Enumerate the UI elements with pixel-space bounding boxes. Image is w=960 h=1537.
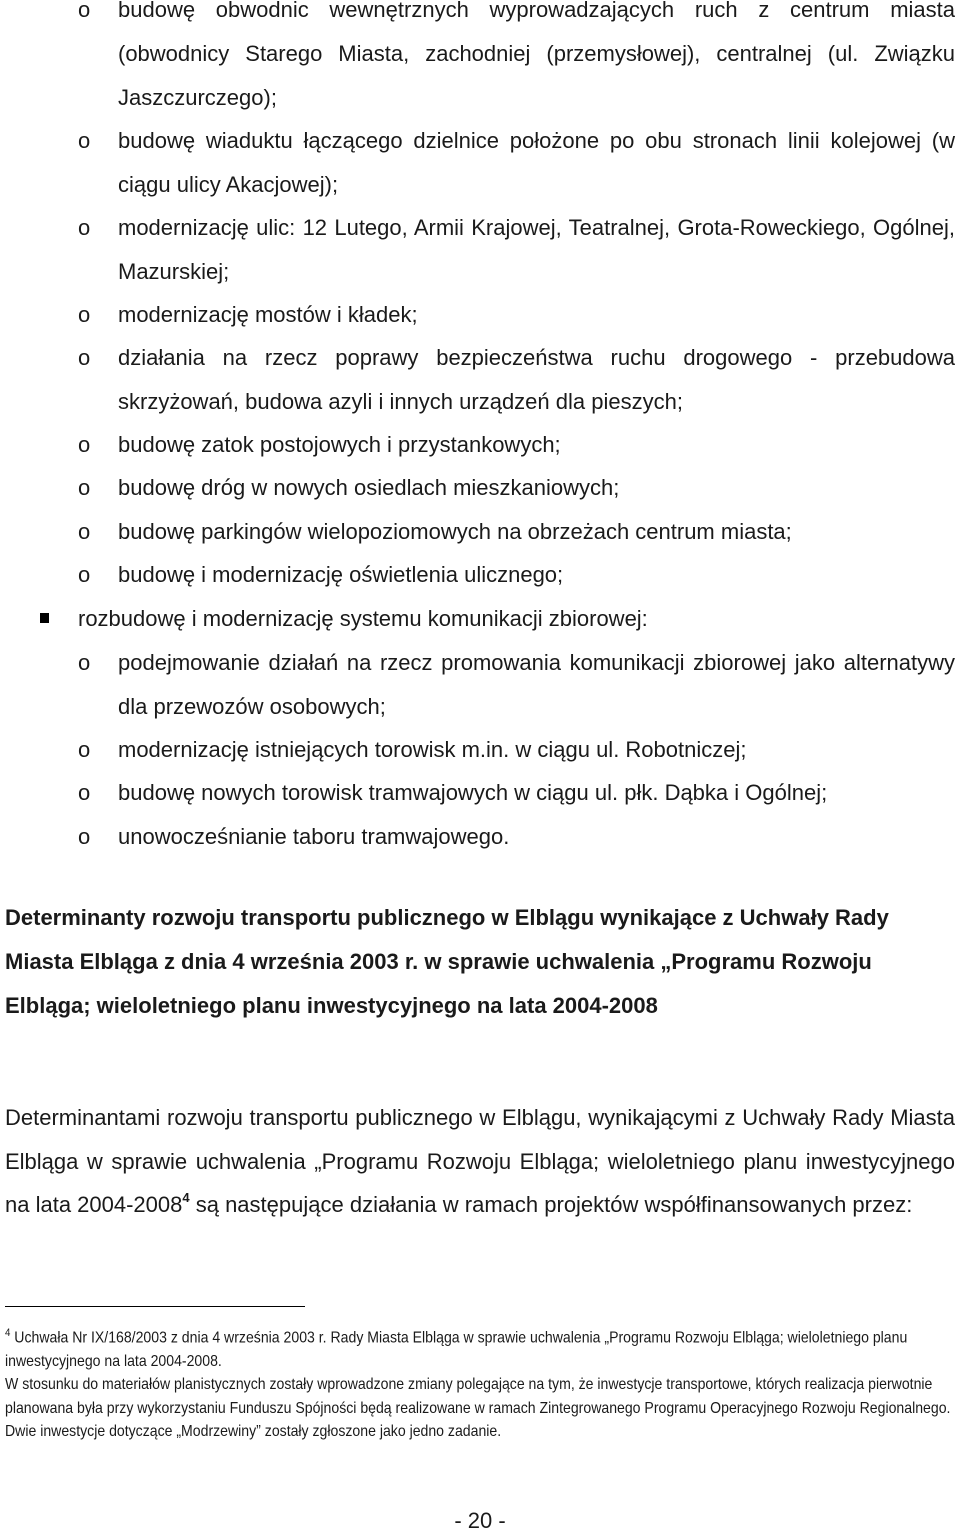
list-item [0, 641, 960, 729]
list-item [0, 553, 960, 597]
list-bullet: o [78, 128, 91, 153]
footnote-reference[interactable]: 4 [182, 1189, 190, 1205]
list-item [0, 815, 960, 859]
list-bullet: o [78, 475, 91, 500]
list-item [0, 728, 960, 772]
list-item [0, 466, 960, 510]
list-bullet: o [78, 0, 91, 22]
list-bullet: o [78, 650, 91, 675]
footnote-text: Uchwała Nr IX/168/2003 z dnia 4 września 2003 r. Rady Miasta Elbląga w sprawie uchwalenia „Programu Rozwoju Elbląga; wieloletniego planu inwestycyjnego na lata 2004-2008. [5, 1329, 908, 1370]
list-item-text: modernizację istniejących torowisk m.in. w ciągu ul. Robotniczej; [118, 737, 747, 762]
list-item-text: budowę dróg w nowych osiedlach mieszkaniowych; [118, 475, 620, 500]
main-list-item-text: rozbudowę i modernizację systemu komunikacji zbiorowej: [78, 606, 648, 631]
list-item-text: budowę obwodnic wewnętrznych wyprowadzających ruch z centrum miasta (obwodnicy Starego Miasta, zachodniej (przemysłowej), centralnej (ul. Związku Jaszczurczego); [118, 0, 955, 110]
list-item [0, 206, 960, 294]
footnote-number: 4 [5, 1327, 11, 1339]
section-heading: Determinanty rozwoju transportu publicznego w Elblągu wynikające z Uchwały Rady Miasta Elbląga z dnia 4 września 2003 r. w sprawie uchwalenia „Programu Rozwoju Elbląga; wieloletniego planu inwestycyjnego na lata 2004-2008 [5, 905, 889, 1018]
paragraph-text: Determinantami rozwoju transportu publicznego w Elblągu, wynikającymi z Uchwały Rady Miasta Elbląga w sprawie uchwalenia „Programu Rozwoju Elbląga; wieloletniego planu inwestycyjnego na lata 2004-2008 [5, 1105, 955, 1217]
list-item-text: budowę i modernizację oświetlenia ulicznego; [118, 562, 564, 587]
list-item-text: unowocześnianie taboru tramwajowego. [118, 824, 510, 849]
paragraph-text-continued: są następujące działania w ramach projektów współfinansowanych przez: [189, 1192, 913, 1217]
footnote [5, 1322, 951, 1373]
list-item [0, 119, 960, 207]
page-number: - 20 - [454, 1508, 506, 1533]
list-bullet: o [78, 737, 91, 762]
list-item-text: budowę zatok postojowych i przystankowych; [118, 432, 561, 457]
footnote-note: W stosunku do materiałów planistycznych zostały wprowadzone zmiany polegające na tym, że inwestycje transportowe, których realizacja pierwotnie planowana była przy wykorzystaniu Funduszu Spójności będą realizowane w ramach Zintegrowanego Programu Operacyjnego Rozwoju Regionalnego. Dwie inwestycje dotyczące „Modrzewiny” zostały zgłoszone jako jedno zadanie. [5, 1376, 951, 1441]
list-item-text: budowę nowych torowisk tramwajowych w ciągu ul. płk. Dąbka i Ogólnej; [118, 780, 828, 805]
list-bullet: o [78, 780, 91, 805]
list-bullet: o [78, 302, 91, 327]
list-item [0, 336, 960, 424]
list-item [0, 771, 960, 815]
body-paragraph [5, 1096, 955, 1227]
footnote-separator [5, 1306, 305, 1307]
list-item-text: budowę parkingów wielopoziomowych na obrzeżach centrum miasta; [118, 519, 792, 544]
list-item-text: podejmowanie działań na rzecz promowania komunikacji zbiorowej jako alternatywy dla przewozów osobowych; [118, 650, 955, 719]
list-item-text: modernizację mostów i kładek; [118, 302, 418, 327]
list-bullet: o [78, 824, 91, 849]
list-item [0, 293, 960, 337]
main-list-item [0, 597, 960, 641]
list-item [0, 510, 960, 554]
list-bullet: o [78, 345, 91, 370]
list-item [0, 0, 960, 120]
list-bullet: o [78, 432, 91, 457]
list-bullet: o [78, 562, 91, 587]
list-item [0, 423, 960, 467]
list-item-text: działania na rzecz poprawy bezpieczeństwa ruchu drogowego - przebudowa skrzyżowań, budowa azyli i innych urządzeń dla pieszych; [118, 345, 955, 414]
list-bullet: o [78, 215, 91, 240]
list-bullet: o [78, 519, 91, 544]
square-bullet-icon [40, 613, 49, 623]
list-item-text: modernizację ulic: 12 Lutego, Armii Krajowej, Teatralnej, Grota-Roweckiego, Ogólnej, Mazurskiej; [118, 215, 955, 284]
list-item-text: budowę wiaduktu łączącego dzielnice położone po obu stronach linii kolejowej (w ciągu ulicy Akacjowej); [118, 128, 955, 197]
footnotes [5, 1322, 951, 1444]
